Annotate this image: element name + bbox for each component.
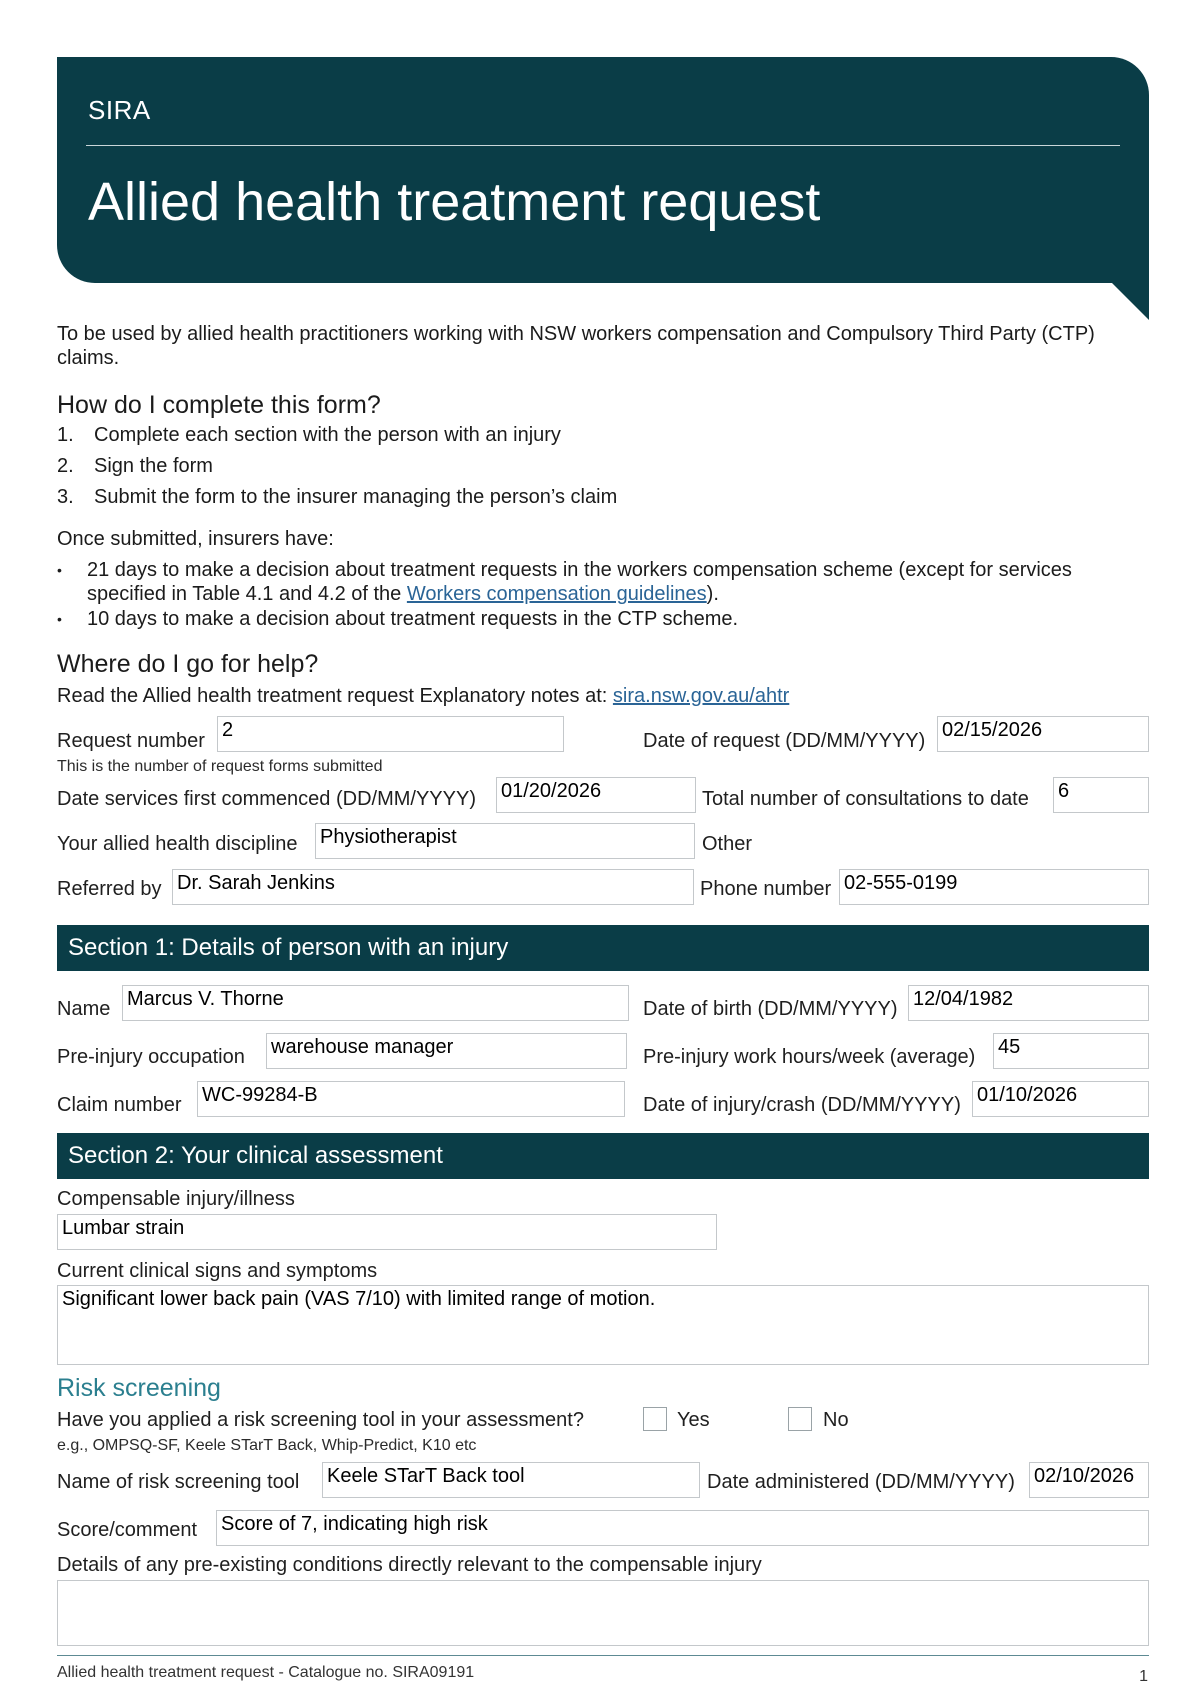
work-hours-field[interactable]: 45: [993, 1033, 1149, 1069]
dob-field[interactable]: 12/04/1982: [908, 985, 1149, 1021]
request-number-label: Request number: [57, 730, 205, 752]
score-field[interactable]: Score of 7, indicating high risk: [216, 1510, 1149, 1546]
discipline-label: Your allied health discipline: [57, 833, 298, 855]
name-field[interactable]: Marcus V. Thorne: [122, 985, 629, 1021]
banner-divider: [86, 145, 1120, 146]
occupation-label: Pre-injury occupation: [57, 1046, 245, 1068]
date-administered-field[interactable]: 02/10/2026: [1029, 1462, 1149, 1498]
risk-tool-label: Name of risk screening tool: [57, 1471, 300, 1493]
page-title: Allied health treatment request: [88, 172, 821, 232]
help-text: Read the Allied health treatment request Explanatory notes at: sira.nsw.gov.au/ahtr: [57, 685, 790, 707]
section-2-header: Section 2: Your clinical assessment: [57, 1133, 1149, 1179]
risk-tool-field[interactable]: Keele STarT Back tool: [322, 1462, 700, 1498]
banner-tail: [1111, 282, 1149, 320]
risk-question: Have you applied a risk screening tool in your assessment?: [57, 1409, 584, 1431]
risk-examples: e.g., OMPSQ-SF, Keele STarT Back, Whip-Predict, K10 etc: [57, 1437, 477, 1454]
claim-number-label: Claim number: [57, 1094, 182, 1116]
footer-text: Allied health treatment request - Catalogue no. SIRA09191: [57, 1664, 475, 1681]
symptoms-field[interactable]: Significant lower back pain (VAS 7/10) with limited range of motion.: [57, 1285, 1149, 1365]
date-of-request-field[interactable]: 02/15/2026: [937, 716, 1149, 752]
no-label: No: [823, 1409, 849, 1431]
once-submitted-text: Once submitted, insurers have:: [57, 528, 334, 550]
injury-label: Compensable injury/illness: [57, 1188, 295, 1210]
bullet-item: • 10 days to make a decision about treatment requests in the CTP scheme.: [57, 608, 739, 630]
date-commenced-label: Date services first commenced (DD/MM/YYYY): [57, 788, 476, 810]
no-checkbox[interactable]: [788, 1407, 812, 1431]
injury-date-field[interactable]: 01/10/2026: [972, 1081, 1149, 1117]
page-number: 1: [1139, 1668, 1148, 1685]
injury-field[interactable]: Lumbar strain: [57, 1214, 717, 1250]
claim-number-field[interactable]: WC-99284-B: [197, 1081, 625, 1117]
dob-label: Date of birth (DD/MM/YYYY): [643, 998, 898, 1020]
date-of-request-label: Date of request (DD/MM/YYYY): [643, 730, 926, 752]
phone-field[interactable]: 02-555-0199: [839, 869, 1149, 905]
section-1-header: Section 1: Details of person with an injury: [57, 925, 1149, 971]
date-commenced-field[interactable]: 01/20/2026: [496, 777, 696, 813]
bullet-item: • 21 days to make a decision about treatment requests in the workers compensation scheme (except for services specified in Table 4.1 and 4.2 of the Workers compensation guidelines).: [57, 559, 1072, 605]
intro-text: To be used by allied health practitioners working with NSW workers compensation and Compulsory Third Party (CTP) claims.: [57, 323, 1095, 369]
preexisting-field[interactable]: [57, 1580, 1149, 1646]
referred-by-field[interactable]: Dr. Sarah Jenkins: [172, 869, 694, 905]
symptoms-label: Current clinical signs and symptoms: [57, 1260, 378, 1282]
phone-label: Phone number: [700, 878, 832, 900]
step-item: 3. Submit the form to the insurer managing the person’s claim: [57, 486, 618, 508]
ahtr-link[interactable]: sira.nsw.gov.au/ahtr: [612, 685, 790, 707]
request-number-hint: This is the number of request forms submitted: [57, 758, 383, 775]
request-number-field[interactable]: 2: [217, 716, 564, 752]
yes-checkbox[interactable]: [643, 1407, 667, 1431]
guidelines-link[interactable]: Workers compensation guidelines: [406, 583, 707, 605]
discipline-field[interactable]: Physiotherapist: [315, 823, 695, 859]
how-to-heading: How do I complete this form?: [57, 391, 381, 419]
work-hours-label: Pre-injury work hours/week (average): [643, 1046, 976, 1068]
step-item: 2. Sign the form: [57, 455, 213, 477]
date-administered-label: Date administered (DD/MM/YYYY): [707, 1471, 1015, 1493]
step-item: 1. Complete each section with the person with an injury: [57, 424, 561, 446]
occupation-field[interactable]: warehouse manager: [266, 1033, 627, 1069]
brand-logo: SIRA: [88, 95, 151, 125]
injury-date-label: Date of injury/crash (DD/MM/YYYY): [643, 1094, 961, 1116]
risk-screening-heading: Risk screening: [57, 1374, 221, 1402]
preexisting-label: Details of any pre-existing conditions directly relevant to the compensable injury: [57, 1554, 762, 1576]
other-label: Other: [702, 833, 753, 855]
footer-divider: [57, 1655, 1149, 1656]
score-label: Score/comment: [57, 1519, 198, 1541]
help-heading: Where do I go for help?: [57, 650, 319, 678]
name-label: Name: [57, 998, 111, 1020]
total-consultations-field[interactable]: 6: [1053, 777, 1149, 813]
yes-label: Yes: [677, 1409, 710, 1431]
total-consultations-label: Total number of consultations to date: [702, 788, 1029, 810]
referred-by-label: Referred by: [57, 878, 162, 900]
